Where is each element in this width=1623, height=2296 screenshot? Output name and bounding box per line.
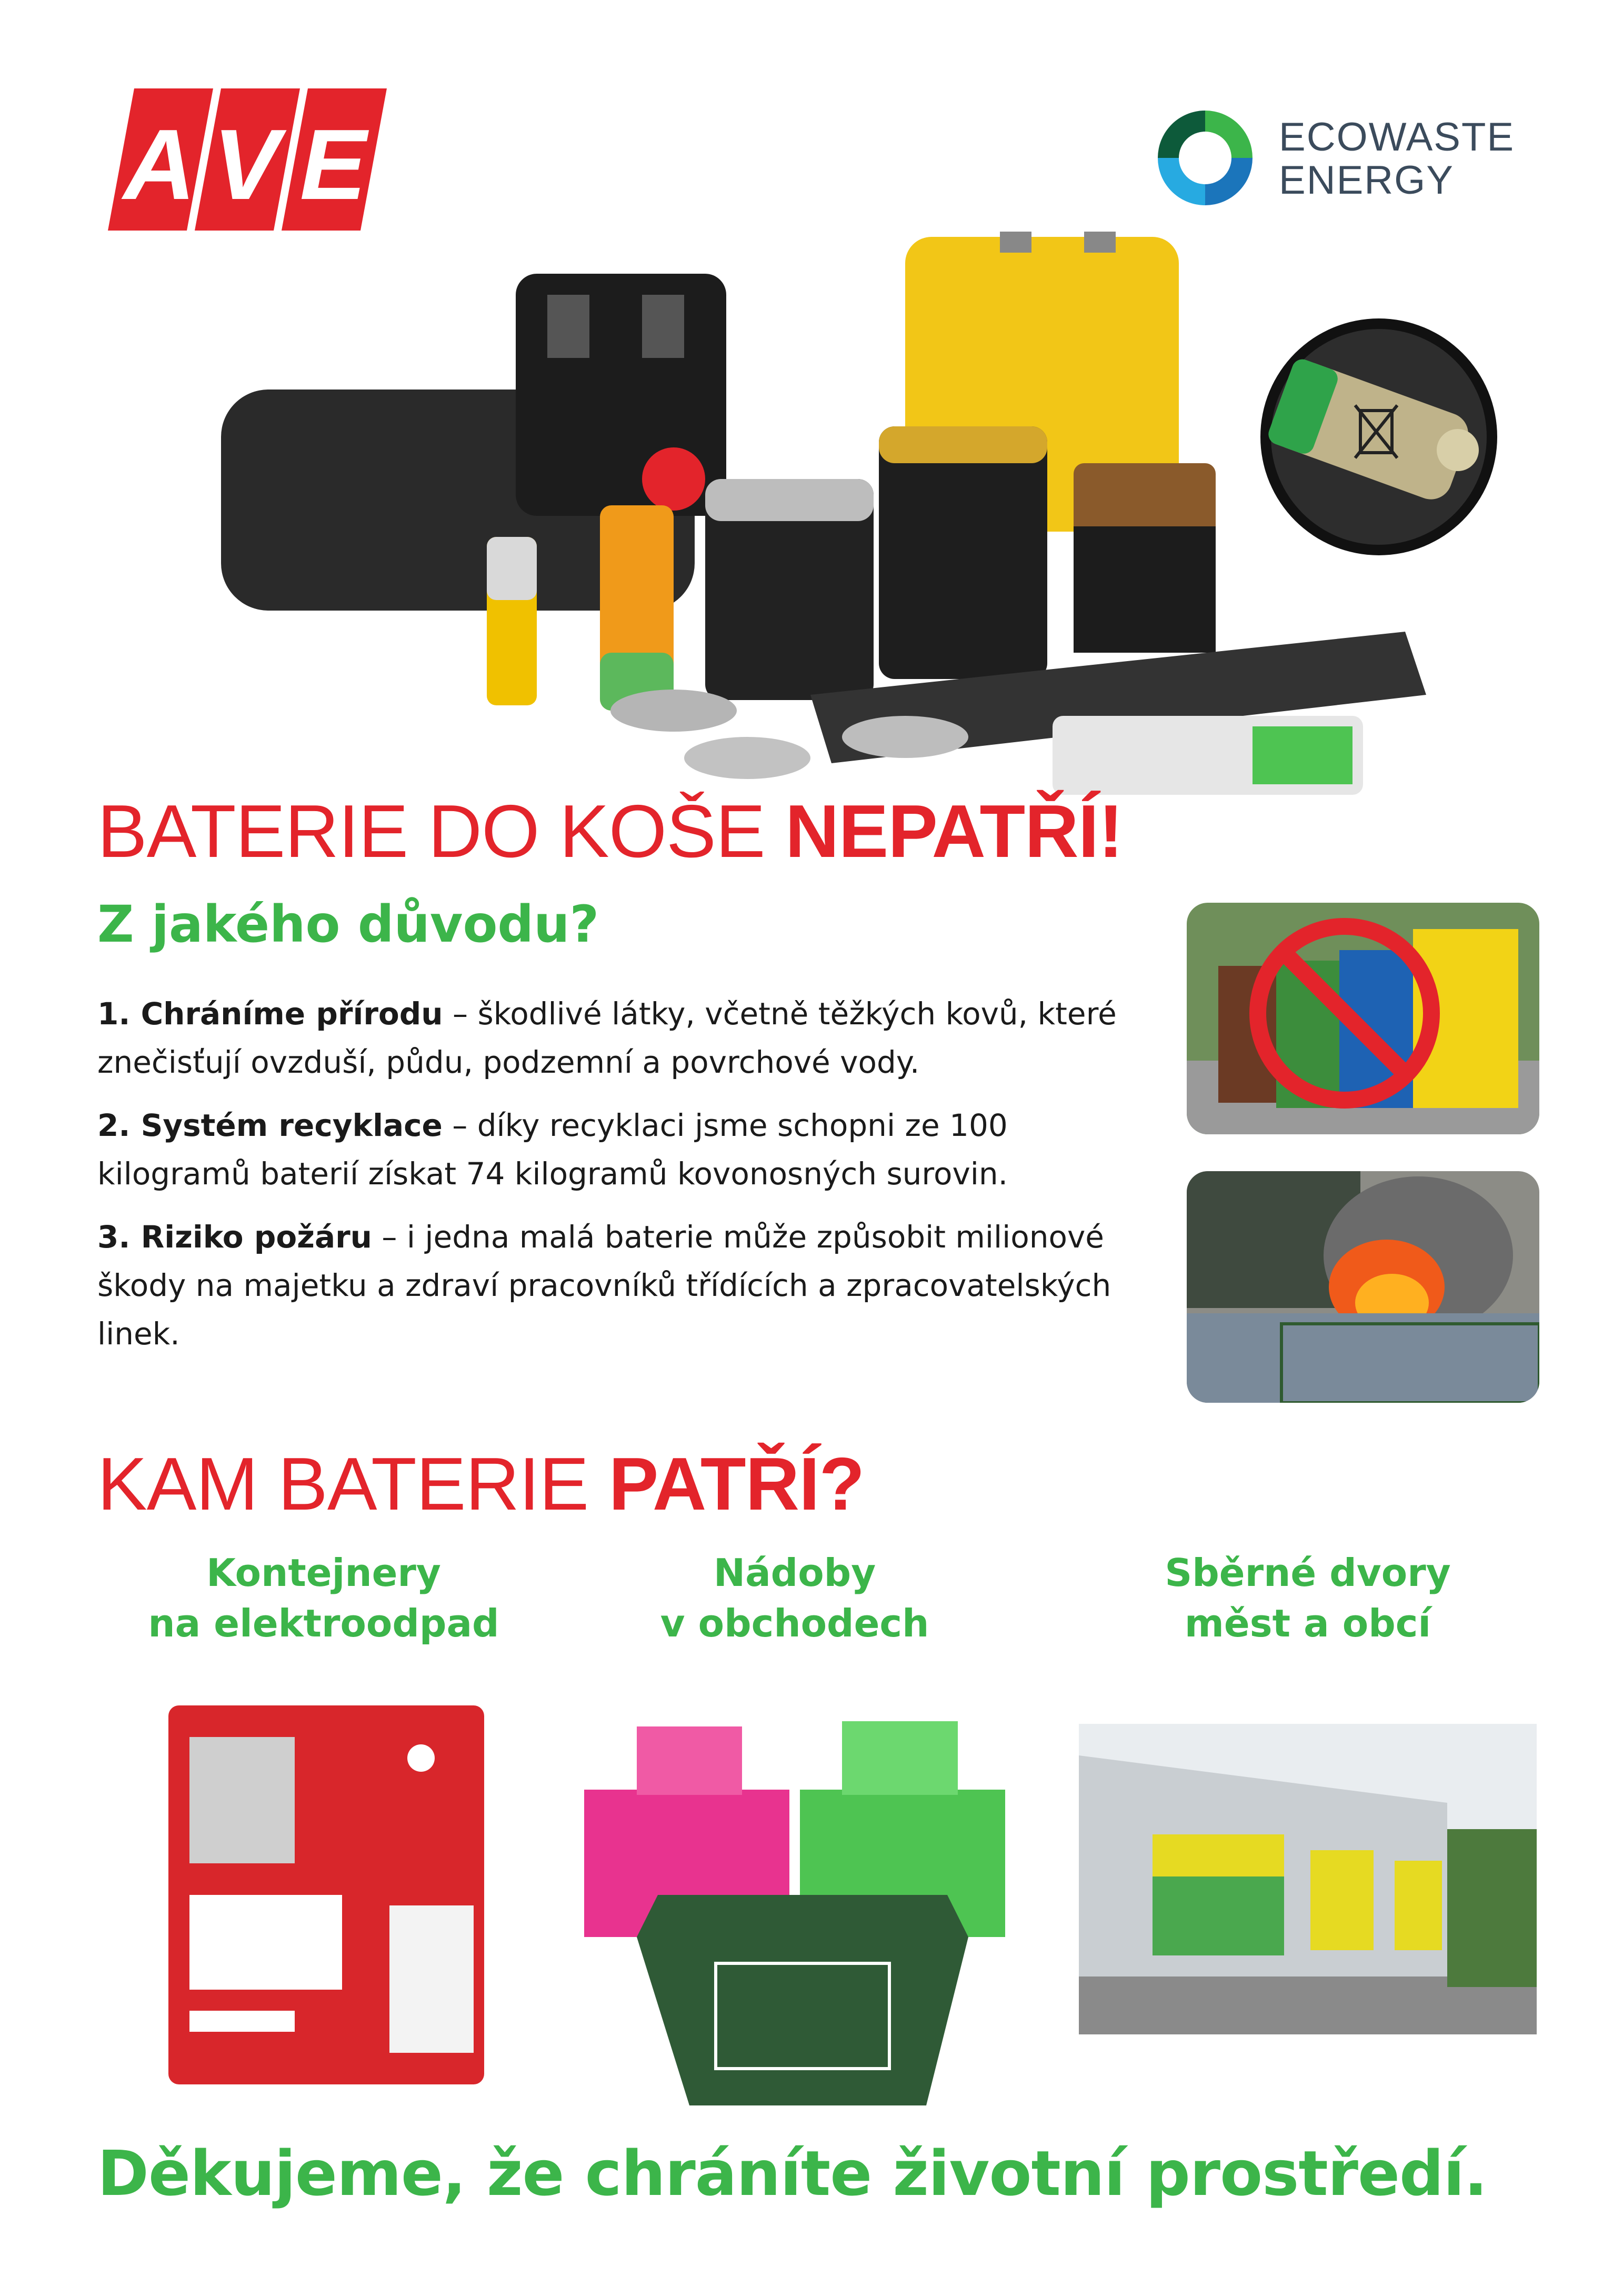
main-heading	[97, 790, 1123, 874]
ecowaste-energy-logo	[1147, 100, 1547, 216]
column-title-collection-yards	[1071, 1548, 1545, 1649]
eco-logo-line1: ECOWASTE	[1279, 115, 1515, 159]
where-heading	[97, 1442, 864, 1526]
svg-text:E: E	[299, 109, 367, 221]
fire-landfill-photo	[1187, 1171, 1539, 1403]
column-title-line1: Kontejnery	[206, 1551, 441, 1595]
ecowaste-swirl-icon	[1147, 100, 1263, 216]
where-heading-part1: KAM BATERIE	[97, 1442, 609, 1526]
reason-text: – i jedna malá baterie může způsobit milionové škody na majetku a zdraví pracovníků třídících a zpracovatelských linek.	[97, 1219, 1111, 1352]
waste-bins-photo	[1187, 903, 1539, 1134]
reason-text: – díky recyklaci jsme schopni ze 100 kilogramů baterií získat 74 kilogramů kovonosných surovin.	[97, 1107, 1008, 1192]
reason-lead: 3. Riziko požáru	[97, 1219, 372, 1255]
thank-you-message: Děkujeme, že chráníte životní prostředí.	[97, 2137, 1487, 2210]
shop-collection-boxes-photo	[568, 1716, 1021, 2116]
eco-logo-line2: ENERGY	[1279, 158, 1454, 203]
ave-logo	[103, 88, 397, 231]
column-title-line2: v obchodech	[660, 1601, 929, 1645]
main-heading-part1: BATERIE DO KOŠE	[97, 790, 785, 873]
column-title-line1: Nádoby	[713, 1551, 876, 1595]
main-heading-emphasis: NEPATŘÍ!	[785, 790, 1123, 873]
reason-item	[97, 1101, 1150, 1198]
why-heading: Z jakého důvodu?	[97, 895, 599, 954]
svg-text:V: V	[213, 109, 280, 221]
column-title-line2: měst a obcí	[1184, 1601, 1431, 1645]
where-heading-emphasis: PATŘÍ?	[608, 1442, 865, 1526]
reasons-list	[97, 990, 1150, 1373]
collection-yard-photo	[1079, 1724, 1537, 2034]
column-title-shops	[558, 1548, 1031, 1649]
nimh-battery-closeup	[1231, 316, 1526, 558]
reason-text: – škodlivé látky, včetně těžkých kovů, které znečisťují ovzduší, půdu, podzemní a povrchové vody.	[97, 996, 1117, 1080]
red-ewaste-container-photo	[158, 1684, 495, 2095]
column-title-containers	[87, 1548, 560, 1649]
reason-lead: 1. Chráníme přírodu	[97, 996, 443, 1032]
reason-item	[97, 990, 1150, 1086]
column-title-line2: na elektroodpad	[148, 1601, 499, 1645]
reason-item	[97, 1213, 1150, 1358]
reason-lead: 2. Systém recyklace	[97, 1107, 443, 1143]
svg-text:A: A	[123, 109, 196, 221]
column-title-line1: Sběrné dvory	[1165, 1551, 1451, 1595]
